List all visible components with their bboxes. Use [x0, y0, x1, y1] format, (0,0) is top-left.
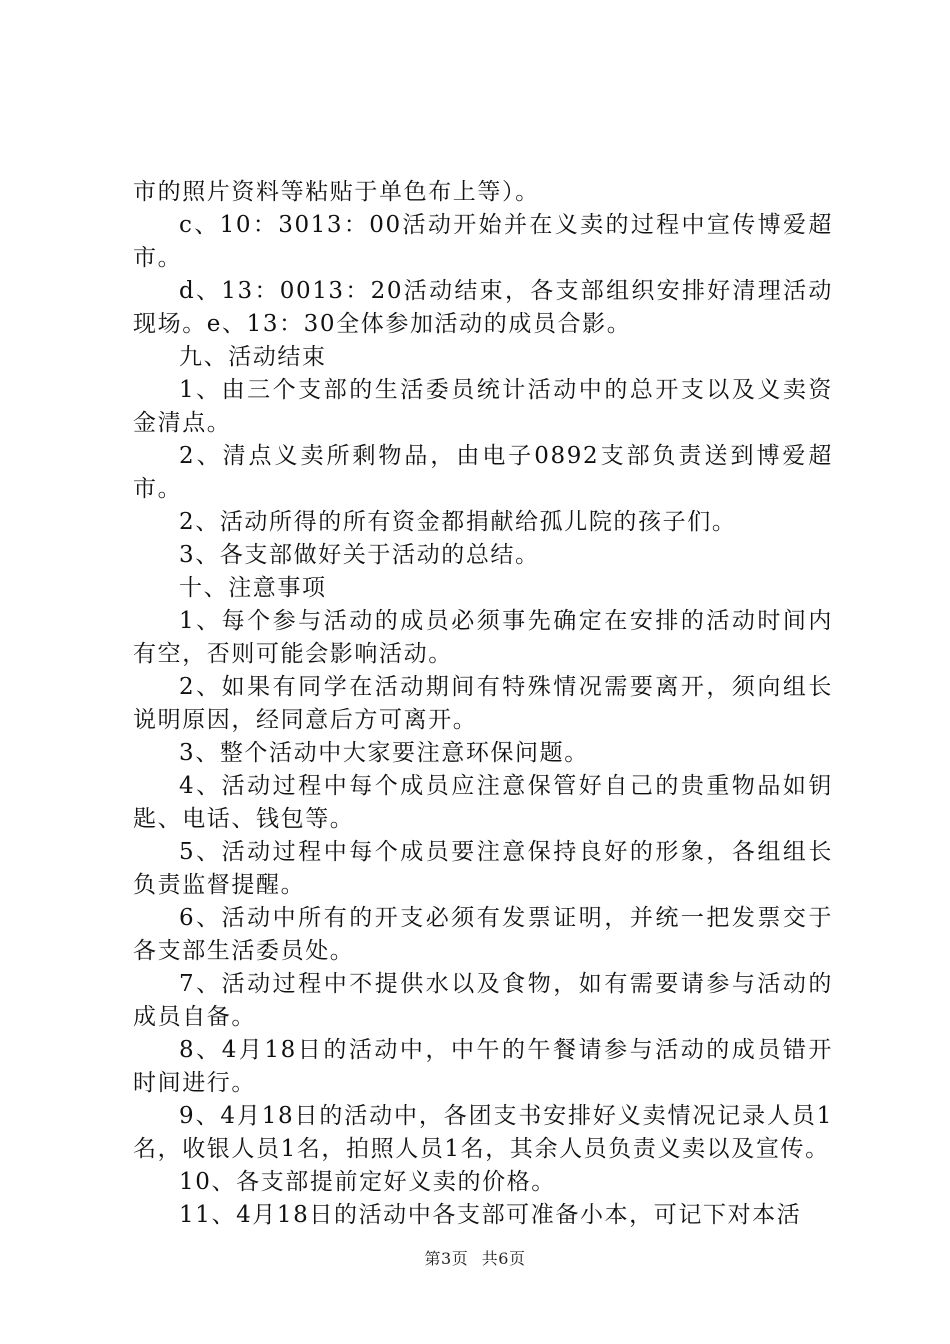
document-body: [133, 176, 833, 1232]
paragraph-schedule-c: c、10：3013：00活动开始并在义卖的过程中宣传博爱超市。: [133, 212, 833, 271]
list-item: 4、活动过程中每个成员应注意保管好自己的贵重物品如钥匙、电话、钱包等。: [133, 773, 833, 832]
list-item: 1、由三个支部的生活委员统计活动中的总开支以及义卖资金清点。: [133, 377, 833, 436]
list-item: 3、各支部做好关于活动的总结。: [179, 542, 540, 568]
list-item: 2、如果有同学在活动期间有特殊情况需要离开，须向组长说明原因，经同意后方可离开。: [133, 674, 833, 733]
list-item: 2、活动所得的所有资金都捐献给孤儿院的孩子们。: [179, 509, 737, 535]
list-item: 11、4月18日的活动中各支部可准备小本，可记下对本活: [179, 1202, 802, 1228]
section-heading-notes: 十、注意事项: [179, 575, 327, 601]
paragraph-continuation: 市的照片资料等粘贴于单色布上等）。: [133, 179, 540, 205]
list-item: 8、4月18日的活动中，中午的午餐请参与活动的成员错开时间进行。: [133, 1037, 833, 1096]
list-item: 5、活动过程中每个成员要注意保持良好的形象，各组组长负责监督提醒。: [133, 839, 833, 898]
page-footer: [0, 1246, 950, 1269]
list-item: 10、各支部提前定好义卖的价格。: [179, 1169, 556, 1195]
list-item: 9、4月18日的活动中，各团支书安排好义卖情况记录人员1名，收银人员1名，拍照人员1名，其余人员负责义卖以及宣传。: [133, 1103, 833, 1162]
section-heading-activity-end: 九、活动结束: [179, 344, 327, 370]
list-item: 7、活动过程中不提供水以及食物，如有需要请参与活动的成员自备。: [133, 971, 833, 1030]
list-item: 6、活动中所有的开支必须有发票证明，并统一把发票交于各支部生活委员处。: [133, 905, 833, 964]
page-number: 第3页: [424, 1249, 469, 1268]
page-total: 共6页: [481, 1249, 526, 1268]
list-item: 1、每个参与活动的成员必须事先确定在安排的活动时间内有空，否则可能会影响活动。: [133, 608, 833, 667]
list-item: 3、整个活动中大家要注意环保问题。: [179, 740, 589, 766]
paragraph-schedule-d: d、13：0013：20活动结束，各支部组织安排好清理活动现场。e、13：30全体参加活动的成员合影。: [133, 278, 833, 337]
list-item: 2、清点义卖所剩物品，由电子0892支部负责送到博爱超市。: [133, 443, 833, 502]
